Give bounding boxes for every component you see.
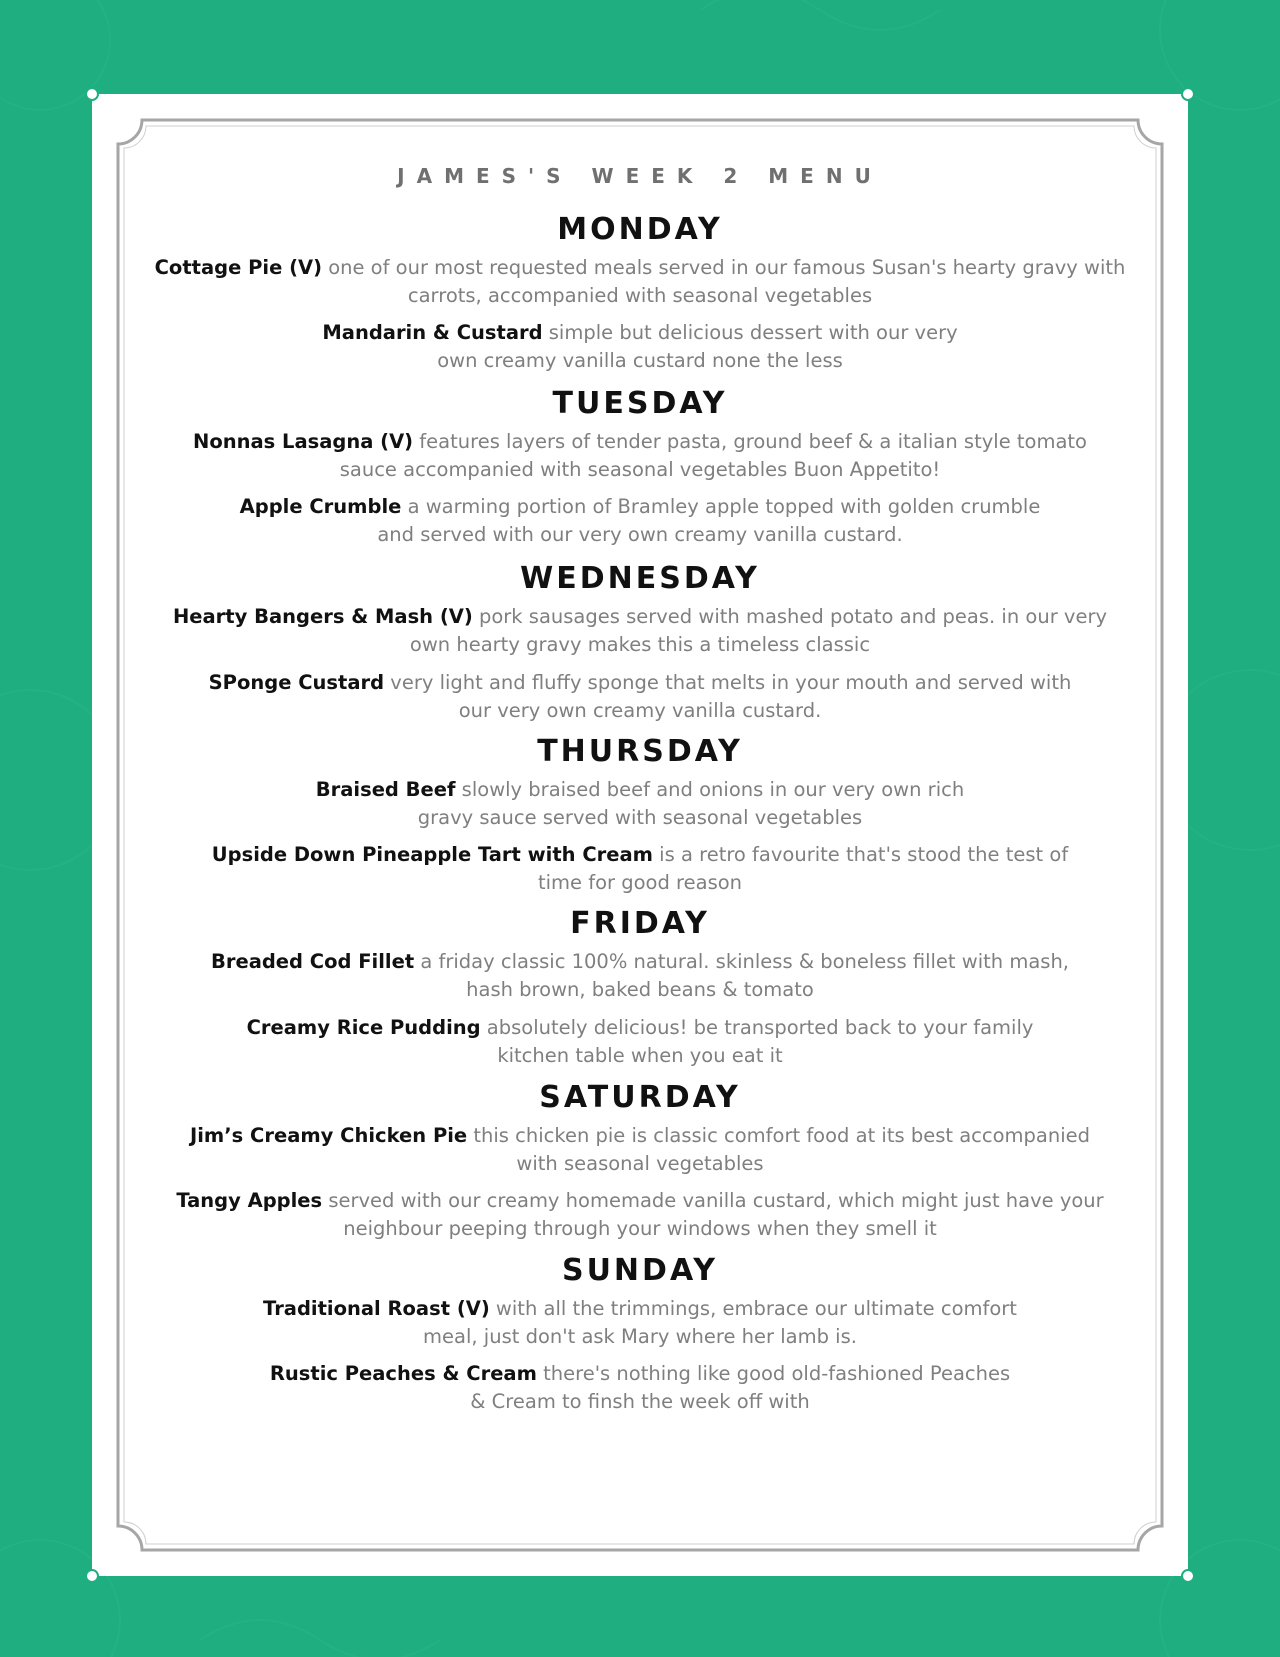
menu-title: JAMES'S WEEK 2 MENU — [397, 164, 883, 188]
dish-name: Tangy Apples — [176, 1189, 323, 1212]
menu-item — [172, 1122, 1108, 1178]
dish-name: Nonnas Lasagna (V) — [193, 430, 414, 453]
corner-dot-top-right — [1181, 87, 1195, 101]
day-heading-tuesday: TUESDAY — [552, 386, 728, 421]
dish-description: absolutely delicious! be transported back to your family kitchen table when you eat it — [480, 1016, 1034, 1067]
menu-item — [292, 776, 988, 832]
dish-name: Apple Crumble — [239, 495, 402, 518]
dish-description: features layers of tender pasta, ground beef & a italian style tomato sauce accompanied with seasonal vegetables Buon Appetito! — [339, 430, 1087, 481]
day-heading-sunday: SUNDAY — [561, 1253, 719, 1288]
dish-description: there's nothing like good old-fashioned Peaches & Cream to finsh the week off with — [470, 1362, 1011, 1413]
menu-item — [222, 493, 1058, 549]
dish-description: a warming portion of Bramley apple topped with golden crumble and served with our very own creamy vanilla custard. — [377, 495, 1041, 546]
dish-name: Creamy Rice Pudding — [246, 1016, 481, 1039]
dish-description: with all the trimmings, embrace our ultimate comfort meal, just don't ask Mary where her lamb is. — [423, 1297, 1017, 1348]
day-heading-saturday: SATURDAY — [539, 1080, 741, 1115]
day-heading-thursday: THURSDAY — [537, 734, 743, 769]
dish-name: Upside Down Pineapple Tart with Cream — [211, 843, 653, 866]
dish-name: Traditional Roast (V) — [263, 1297, 490, 1320]
menu-item — [192, 948, 1088, 1004]
dish-description: this chicken pie is classic comfort food at its best accompanied with seasonal vegetables — [467, 1124, 1091, 1175]
menu-item — [322, 319, 958, 375]
dish-description: pork sausages served with mashed potato and peas. in our very own hearty gravy makes this a timeless classic — [409, 605, 1108, 656]
corner-dot-top-left — [85, 87, 99, 101]
menu-item — [242, 1014, 1038, 1070]
dish-name: Jim’s Creamy Chicken Pie — [189, 1124, 468, 1147]
dish-description: served with our creamy homemade vanilla custard, which might just have your neighbour peeping through your windows when they smell it — [322, 1189, 1104, 1240]
menu-item — [132, 254, 1148, 310]
corner-dot-bottom-right — [1181, 1569, 1195, 1583]
dish-description: slowly braised beef and onions in our very own rich gravy sauce served with seasonal vegetables — [417, 778, 965, 829]
day-heading-monday: MONDAY — [557, 212, 723, 247]
menu-item — [192, 841, 1088, 897]
dish-name: Cottage Pie (V) — [154, 256, 322, 279]
ornamental-border — [92, 94, 1188, 1576]
menu-item — [162, 428, 1118, 484]
menu-item — [142, 1187, 1138, 1243]
menu-card — [92, 94, 1188, 1576]
dish-name: Braised Beef — [315, 778, 456, 801]
day-heading-friday: FRIDAY — [570, 906, 710, 941]
dish-name: Mandarin & Custard — [322, 321, 543, 344]
dish-description: simple but delicious dessert with our very own creamy vanilla custard none the less — [437, 321, 958, 372]
menu-item — [192, 669, 1088, 725]
corner-dot-bottom-left — [85, 1569, 99, 1583]
dish-description: very light and fluffy sponge that melts in your mouth and served with our very own creamy vanilla custard. — [384, 671, 1072, 722]
day-heading-wednesday: WEDNESDAY — [520, 561, 760, 596]
menu-item — [262, 1360, 1018, 1416]
dish-description: is a retro favourite that's stood the test of time for good reason — [537, 843, 1069, 894]
dish-description: a friday classic 100% natural. skinless & boneless fillet with mash, hash brown, baked beans & tomato — [414, 950, 1070, 1001]
dish-name: Hearty Bangers & Mash (V) — [172, 605, 473, 628]
dish-name: Breaded Cod Fillet — [210, 950, 415, 973]
dish-description: one of our most requested meals served in our famous Susan's hearty gravy with carrots, accompanied with seasonal vegetables — [322, 256, 1126, 307]
menu-item — [162, 603, 1118, 659]
dish-name: Rustic Peaches & Cream — [269, 1362, 537, 1385]
menu-item — [252, 1295, 1028, 1351]
dish-name: SPonge Custard — [208, 671, 385, 694]
